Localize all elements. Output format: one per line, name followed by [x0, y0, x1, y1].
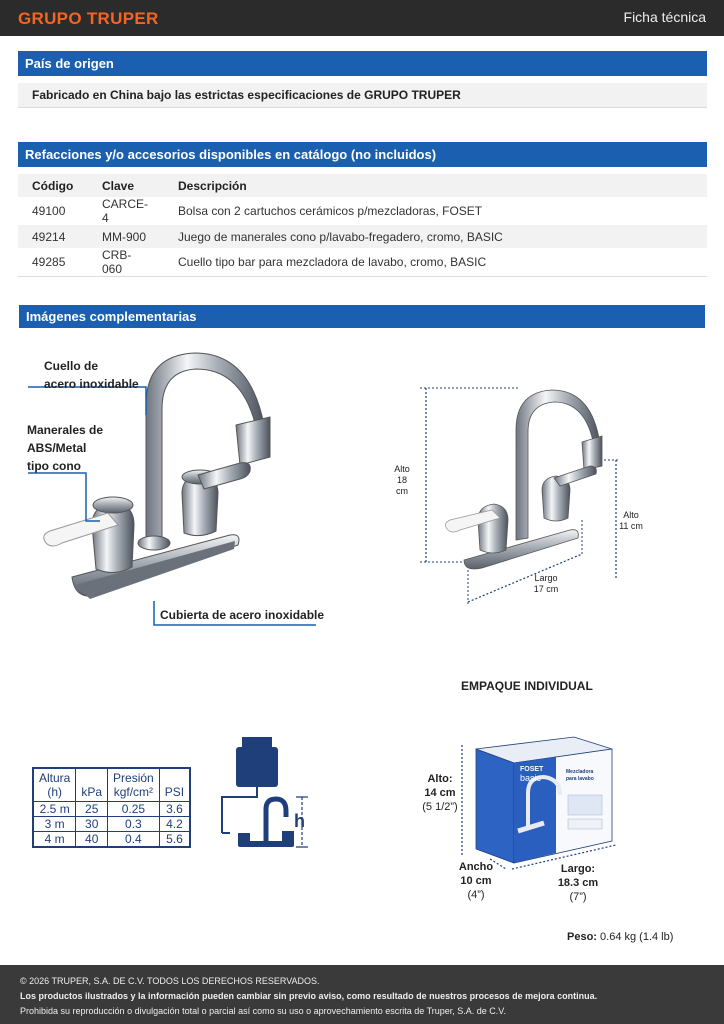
cell-codigo: 49285 [18, 248, 88, 277]
pressure-cell: 0.3 [108, 817, 160, 832]
weight-label: Peso: [567, 931, 597, 943]
pressure-cell: 30 [76, 817, 108, 832]
cell-clave: CARCE-4 [102, 197, 149, 225]
brand-logo: GRUPO TRUPER [18, 9, 159, 28]
cell-clave: MM-900 [88, 225, 164, 248]
table-row [33, 832, 190, 848]
pressure-col-kgf-line1: Presión [113, 771, 154, 785]
pressure-cell: 3.6 [159, 802, 190, 817]
accessories-table [18, 174, 707, 277]
callout-neck-line2: acero inoxidable [44, 377, 139, 391]
dim-alto-spout-label: Alto [623, 510, 639, 520]
package-largo [556, 862, 600, 904]
footer-copyright: © 2026 TRUPER, S.A. DE C.V. TODOS LOS DERECHOS RESERVADOS. [20, 976, 320, 986]
pressure-cell: 0.25 [108, 802, 160, 817]
footer-prohibition: Prohibida su reproducción o divulgación total o parcial así como su uso o aprovechamiento escrita de Truper, S.A. de C.V. [20, 1006, 506, 1016]
pressure-cell: 3 m [33, 817, 76, 832]
col-clave: Clave [88, 174, 164, 197]
callout-handles-line2: ABS/Metal [27, 441, 87, 455]
faucet-dimension-image [420, 380, 640, 610]
box-brand: FOSET [520, 766, 544, 773]
images-section-header: Imágenes complementarias [19, 305, 705, 328]
pressure-col-altura-line1: Altura [39, 771, 71, 785]
document-type: Ficha técnica [623, 9, 706, 25]
package-alto-inches: (5 1/2”) [422, 801, 458, 813]
height-h-label: h [294, 811, 305, 831]
dim-alto-spout-value: 11 cm [619, 521, 643, 531]
package-weight [567, 931, 673, 943]
package-ancho-value: 10 cm [460, 875, 492, 887]
pressure-header-row [33, 768, 190, 802]
pressure-cell: 0.4 [108, 832, 160, 848]
dim-largo-value: 17 cm [533, 584, 559, 594]
box-title-line1: Mezcladora [566, 769, 594, 775]
footer [0, 965, 724, 1024]
callout-deck: Cubierta de acero inoxidable [160, 608, 325, 622]
package-largo-label: Largo: [560, 863, 596, 875]
weight-value: 0.64 kg (1.4 lb) [600, 931, 674, 943]
package-alto [420, 772, 460, 814]
dim-alto-spout [618, 510, 644, 532]
dim-largo [531, 573, 561, 595]
cell-clave: CRB-060 [88, 248, 164, 277]
cell-codigo: 49100 [32, 204, 66, 218]
callout-neck-line1: Cuello de [44, 359, 99, 373]
water-height-diagram [218, 735, 318, 855]
accessories-section-header: Refacciones y/o accesorios disponibles en catálogo (no incluidos) [18, 142, 707, 167]
col-codigo: Código [18, 174, 88, 197]
callout-handles-line1: Manerales de [27, 423, 104, 437]
package-title: EMPAQUE INDIVIDUAL [461, 679, 593, 693]
box-title-line2: para lavabo [566, 776, 594, 782]
pressure-col-altura [33, 768, 76, 802]
box-line: basic [520, 773, 542, 783]
pressure-cell: 4 m [33, 832, 76, 848]
dim-alto-total-value: 18 cm [396, 475, 408, 496]
pressure-col-psi: PSI [159, 768, 190, 802]
cell-codigo: 49214 [18, 225, 88, 248]
table-row [18, 248, 707, 277]
pressure-cell: 25 [76, 802, 108, 817]
footer-notice: Los productos ilustrados y la información pueden cambiar sin previo aviso, como resultado de nuestros procesos de mejora continua. [20, 991, 598, 1001]
cell-descripcion: Bolsa con 2 cartuchos cerámicos p/mezcladoras, FOSET [178, 204, 483, 218]
package-ancho-label: Ancho [458, 861, 494, 873]
package-alto-value: 14 cm [424, 787, 456, 799]
dim-largo-label: Largo [534, 573, 558, 583]
dim-alto-total-label: Alto [394, 464, 410, 474]
callout-neck [44, 357, 139, 393]
callout-handles-line3: tipo cono [27, 459, 81, 473]
pressure-cell: 2.5 m [33, 802, 76, 817]
pressure-cell: 40 [76, 832, 108, 848]
callout-handles [27, 421, 103, 475]
col-descripcion: Descripción [164, 174, 707, 197]
table-header-row [18, 174, 707, 197]
package-alto-label: Alto: [427, 773, 453, 785]
origin-section-header: País de origen [18, 51, 707, 76]
package-ancho [456, 860, 496, 902]
origin-text: Fabricado en China bajo las estrictas especificaciones de GRUPO TRUPER [18, 83, 707, 108]
pressure-col-altura-line2: (h) [47, 785, 63, 799]
table-row [18, 225, 707, 248]
top-bar [0, 0, 724, 36]
pressure-cell: 4.2 [159, 817, 190, 832]
pressure-col-kpa: kPa [76, 768, 108, 802]
table-row [33, 802, 190, 817]
dim-alto-total [390, 464, 414, 497]
pressure-col-kgf [108, 768, 160, 802]
pressure-col-kgf-line2: kgf/cm² [113, 785, 154, 799]
cell-descripcion: Juego de manerales cono p/lavabo-fregadero, cromo, BASIC [164, 225, 707, 248]
cell-descripcion: Cuello tipo bar para mezcladora de lavabo, cromo, BASIC [164, 248, 707, 277]
pressure-table [32, 767, 191, 848]
table-row [33, 817, 190, 832]
package-largo-inches: (7”) [569, 891, 587, 903]
pressure-cell: 5.6 [159, 832, 190, 848]
package-largo-value: 18.3 cm [557, 877, 599, 889]
table-row [18, 197, 707, 225]
package-ancho-inches: (4”) [467, 889, 485, 901]
